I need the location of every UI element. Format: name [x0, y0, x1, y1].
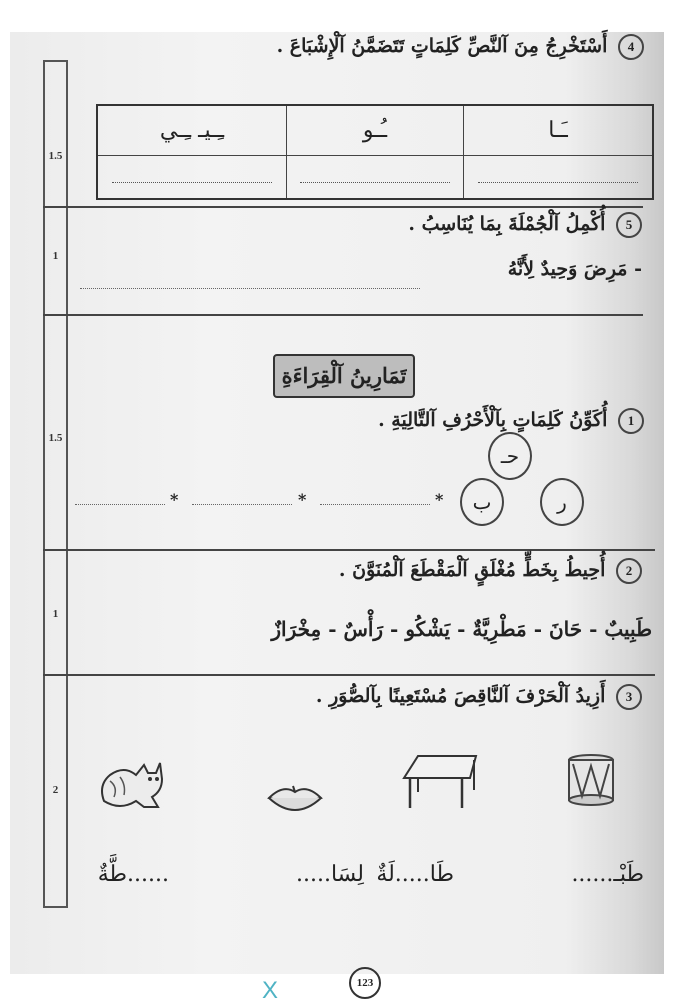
score-reading-q3: 2	[52, 784, 59, 796]
section-divider	[43, 674, 655, 676]
table-header-ya: ـِـيـ ـِـي	[97, 105, 286, 155]
q4-instruction: 4 أَسْتَخْرِجُ مِنَ آلنَّصِّ كَلِمَاتٍ تَتَضَمَّنُ آلْإِشْبَاعَ .	[277, 34, 644, 60]
score-reading-q1: 1.5	[48, 432, 63, 444]
letter-circle-ha: حـ	[488, 432, 532, 480]
table-header-alef: ـَـا	[464, 105, 653, 155]
section-divider	[43, 206, 643, 208]
drum-icon	[565, 752, 617, 808]
question-number-badge: 1	[618, 408, 644, 434]
reading-q3-instruction: 3 أَزِيدُ آلْحَرْفَ آلنَّاقِصَ مُسْتَعِينًا بِآلصُّوَرِ .	[316, 684, 642, 710]
score-q5: 1	[52, 250, 59, 262]
star-bullet: *	[298, 490, 307, 509]
question-number-badge: 3	[616, 684, 642, 710]
lips-icon	[265, 782, 325, 818]
q5-answer-line[interactable]	[80, 288, 420, 289]
q5-instruction: 5 أُكْمِلُ آلْجُمْلَةَ بِمَا يُنَاسِبُ .	[408, 212, 642, 238]
reading-q2-instruction: 2 أُحِيطُ بِخَطٍّ مُغْلَقٍ آلْمَقْطَعَ آلْمُنَوَّنَ .	[339, 558, 642, 584]
section-divider	[43, 549, 655, 551]
page-number: 123	[349, 967, 381, 999]
score-reading-q2: 1	[52, 608, 59, 620]
score-q4: 1.5	[48, 150, 63, 162]
cat-icon	[96, 757, 168, 813]
q5-sentence: - مَرِضَ وَحِيدٌ لِأَنَّهُ	[507, 258, 642, 280]
section-divider	[43, 314, 643, 316]
worksheet-page	[10, 32, 664, 1004]
word-answer-line[interactable]	[75, 504, 165, 505]
reading-q1-instruction: 1 أُكَوِّنُ كَلِمَاتٍ بِآلْأَحْرُفِ آلتَّالِيَةِ .	[378, 408, 644, 434]
reading-exercises-title: تَمَارِينُ آلْقِرَاءَةِ	[273, 354, 415, 398]
fill-word-cat[interactable]: ......طَّةٌ	[97, 862, 169, 887]
answer-cell[interactable]	[97, 155, 286, 199]
fill-word-table[interactable]: طَا.....لَةٌ	[376, 862, 454, 887]
answer-cell[interactable]	[286, 155, 463, 199]
question-number-badge: 2	[616, 558, 642, 584]
answer-cell[interactable]	[464, 155, 653, 199]
reading-q2-word-list[interactable]: طَبِيبٌ - حَانَ - مَطْرِيَّةٌ - يَشْكُو - رَأْسٌ - مِخْرَازٌ	[271, 617, 652, 641]
table-icon	[400, 752, 480, 812]
fill-word-tongue[interactable]: لِسَا.....	[296, 862, 364, 887]
star-bullet: *	[435, 490, 444, 509]
table-header-waw: ـُـو	[286, 105, 463, 155]
q4-answer-table	[96, 104, 654, 200]
handwritten-mark: X	[262, 977, 279, 1004]
word-answer-line[interactable]	[320, 504, 430, 505]
word-answer-line[interactable]	[192, 504, 292, 505]
letter-circle-ba: ب	[460, 478, 504, 526]
score-column	[43, 60, 68, 908]
letter-circle-ra: ر	[540, 478, 584, 526]
question-number-badge: 5	[616, 212, 642, 238]
question-number-badge: 4	[618, 34, 644, 60]
star-bullet: *	[170, 490, 179, 509]
fill-word-drum[interactable]: طَبْـ......	[571, 862, 644, 887]
